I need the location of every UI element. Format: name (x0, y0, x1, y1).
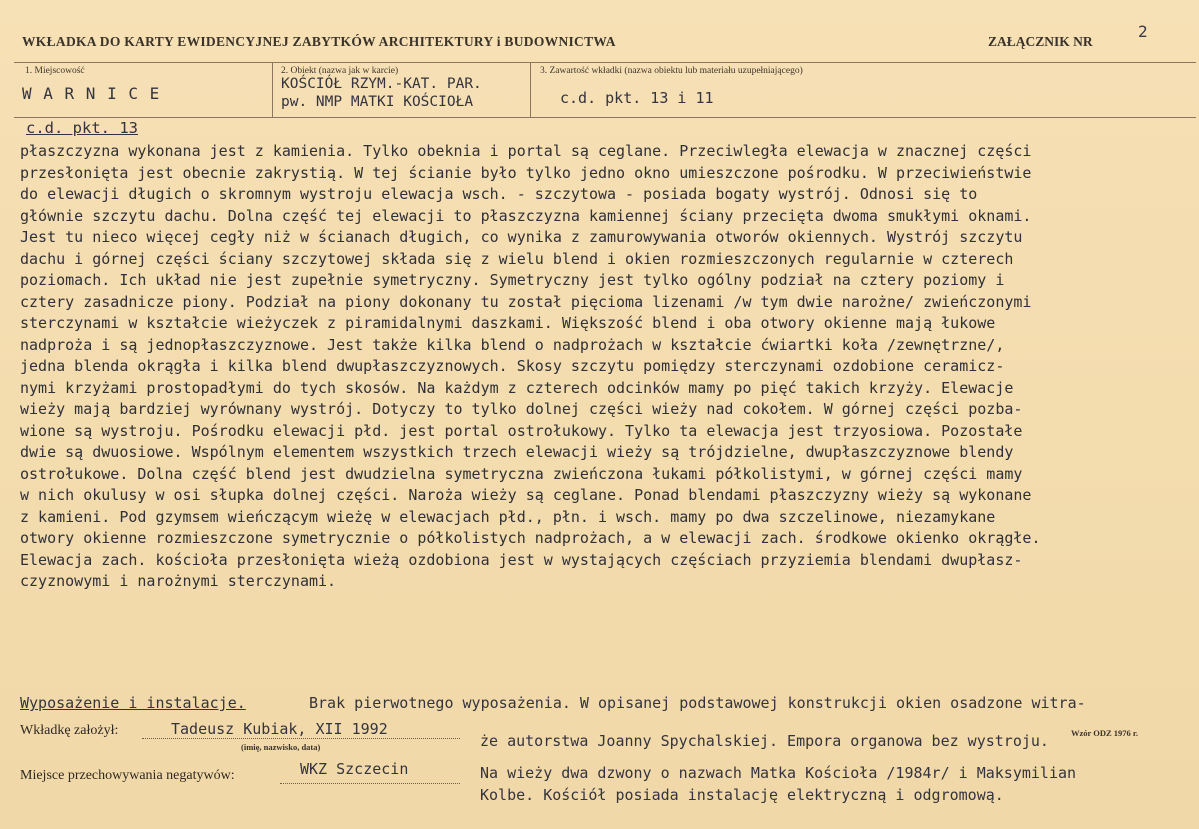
object-label: 2. Obiekt (nazwa jak w karcie) (281, 66, 399, 76)
card-header (0, 0, 1199, 62)
equipment-line-1: Brak pierwotnego wyposażenia. W opisanej podstawowej konstrukcji okien osadzone witra- (309, 694, 1086, 712)
body-line: Jest tu nieco więcej cegły niż w ścianach długich, co wynika z zamurowywania otworów okiennych. Wystrój szczytu (20, 228, 1023, 246)
section-heading: c.d. pkt. 13 (26, 119, 138, 137)
body-line: czyznowymi i narożnymi sterczynami. (20, 572, 337, 590)
created-by-value: Tadeusz Kubiak, XII 1992 (171, 720, 388, 738)
content-value: c.d. pkt. 13 i 11 (560, 89, 714, 107)
equipment-line-2: że autorstwa Joanny Spychalskiej. Empora organowa bez wystroju. (480, 732, 1049, 750)
body-line: jedna blenda okrągła i kilka blend dwupłaszczyznowych. Skosy szczytu pomiędzy sterczynami ozdobione ceramicz- (20, 357, 1005, 375)
body-line: płaszczyzna wykonana jest z kamienia. Tylko obeknia i portal są ceglane. Przeciwległa elewacja w znacznej części (20, 142, 1032, 160)
body-line: sterczynami w kształcie wieżyczek z piramidalnymi daszkami. Większość blend i oba otwory okienne mają łukowe (20, 314, 996, 332)
storage-label: Miejsce przechowywania negatywów: (20, 768, 235, 783)
body-line: nymi krzyżami prostopadłymi do tych skosów. Na każdym z czterech odcinków mamy po pięć takich krzyży. Elewacje (20, 378, 1014, 397)
body-line: cztery zasadnicze piony. Podział na piony dokonany tu został pięcioma lizenami /w tym dwie narożne/ zwieńczonymi (20, 292, 1032, 311)
object-value-line2: pw. NMP MATKI KOŚCIOŁA (281, 94, 474, 110)
object-value-line1: KOŚCIÓŁ RZYM.-KAT. PAR. (281, 76, 482, 92)
locality-label: 1. Miejscowość (25, 66, 85, 76)
body-line: poziomach. Ich układ nie jest zupełnie symetryczny. Symetryczny jest tylko ogólny podział na cztery poziomy i (20, 271, 1005, 289)
body-line: wieży mają bardziej wyrównany wystrój. Dotyczy to tylko dolnej części wieży nad cokołem. W górnej części pozba- (20, 400, 1023, 418)
body-line: do elewacji długich o skromnym wystroju elewacja wsch. - szczytowa - posiada bogaty wystrój. Odnosi się to (20, 185, 978, 203)
body-line: dachu i górnej części ściany szczytowej składa się z wielu blend i okien rozmieszczonych regularnie w czterech (20, 249, 1014, 268)
created-by-hint: (imię, nazwisko, data) (241, 742, 321, 752)
body-line: otwory okienne rozmieszczone symetrycznie o półkolistych nadprożach, a w elewacji zach. środkowe okienko okrągłe. (20, 529, 1041, 547)
header-rule (14, 62, 1196, 63)
body-text (20, 141, 1040, 593)
body-line: dwie są dwuosiowe. Wspólnym elementem wszystkich trzech elewacji wieży są trójdzielne, dwupłaszczyznowe blendy (20, 443, 1014, 461)
attachment-number: 2 (1138, 22, 1148, 41)
field-divider-2 (530, 62, 531, 118)
body-line: nadproża i są jednopłaszczyznowe. Jest także kilka blend o nadprożach w kształcie ćwiartki koła /zewnętrzne/, (20, 335, 1005, 354)
body-line: głównie szczytu dachu. Dolna część tej elewacji to płaszczyzna kamiennej ściany przecięta dwoma smukłymi oknami. (20, 206, 1032, 225)
equipment-line-3: Na wieży dwa dzwony o nazwach Matka Kościoła /1984r/ i Maksymilian (480, 764, 1077, 782)
body-line: Elewacja zach. kościoła przesłonięta wieżą ozdobiona jest w wystających częściach przyziemia blendami dwupłasz- (20, 550, 1023, 569)
body-line: w nich okulusy w osi słupka dolnej części. Naroża wieży są ceglane. Ponad blendami płaszczyzny wieży są wykonane (20, 486, 1032, 504)
body-line: wione są wystroju. Pośrodku elewacji płd. jest portal ostrołukowy. Tylko ta elewacja jest trzyosiowa. Pozostałe (20, 421, 1023, 440)
storage-value: WKZ Szczecin (300, 760, 409, 778)
locality-value: W A R N I C E (22, 84, 161, 103)
attachment-label: ZAŁĄCZNIK NR (988, 34, 1093, 49)
equipment-line-4: Kolbe. Kościół posiada instalację elektryczną i odgromową. (480, 786, 1004, 804)
created-by-label: Wkładkę założył: (20, 723, 119, 738)
body-line: z kamieni. Pod gzymsem wieńczącym wieżę w elewacjach płd., płn. i wsch. mamy po dwa szczelinowe, niezamykane (20, 507, 996, 526)
field-divider-1 (272, 62, 273, 118)
content-label: 3. Zawartość wkładki (nazwa obiektu lub materiału uzupełniającego) (540, 66, 803, 76)
card-title: WKŁADKA DO KARTY EWIDENCYJNEJ ZABYTKÓW ARCHITEKTURY i BUDOWNICTWA (22, 34, 616, 49)
equipment-heading: Wyposażenie i instalacje. (20, 694, 246, 712)
form-code: Wzór ODZ 1976 r. (1071, 728, 1139, 738)
body-line: ostrołukowe. Dolna część blend jest dwudzielna symetryczna zwieńczona łukami półkolistymi, w górnej części mamy (20, 464, 1023, 483)
created-by-line (142, 738, 460, 739)
body-line: przesłonięta jest obecnie zakrystią. W tej ścianie było tylko jedno okno umieszczone pośrodku. W przeciwieństwie (20, 163, 1032, 182)
fields-bottom-rule (14, 117, 1196, 118)
storage-line (280, 783, 460, 784)
